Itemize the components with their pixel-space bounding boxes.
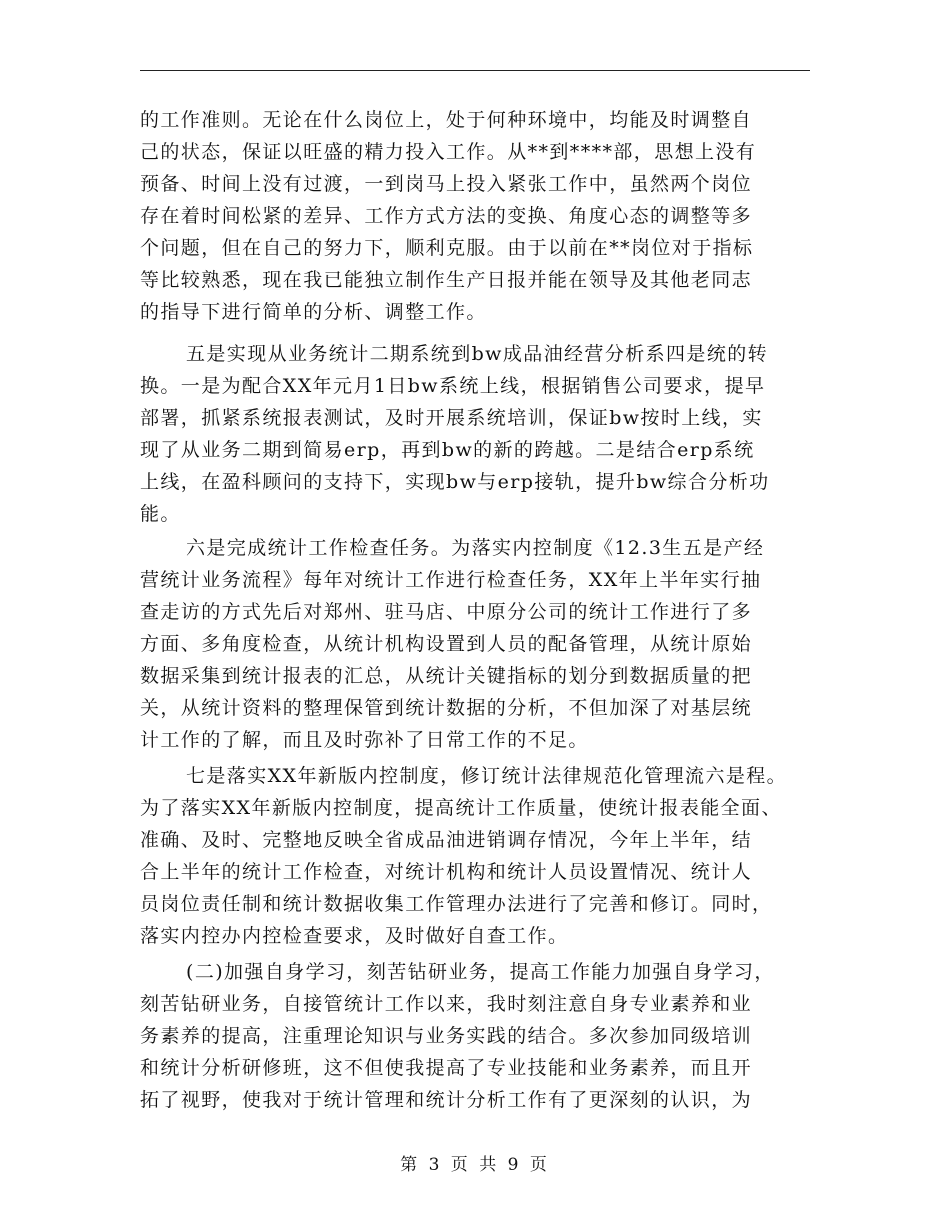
text-line: 数据采集到统计报表的汇总，从统计关键指标的划分到数据质量的把	[140, 665, 753, 687]
text-line: 计工作的了解，而且及时弥补了日常工作的不足。	[140, 729, 589, 751]
page-number-footer: 第 3 页 共 9 页	[400, 1155, 550, 1175]
text-line: 的工作准则。无论在什么岗位上，处于何种环境中，均能及时调整自	[140, 109, 753, 131]
text-line: 的指导下进行简单的分析、调整工作。	[140, 301, 487, 323]
text-line: 存在着时间松紧的差异、工作方式方法的变换、角度心态的调整等多	[140, 205, 753, 227]
text-line: 能。	[140, 503, 181, 525]
paragraph-start-line: 七是落实XX年新版内控制度，修订统计法律规范化管理流六是程。	[186, 765, 788, 787]
paragraph-start-line: 六是完成统计工作检查任务。为落实内控制度《12.3生五是产经	[186, 537, 765, 559]
text-line: 拓了视野，使我对于统计管理和统计分析工作有了更深刻的认识，为	[140, 1089, 753, 1111]
text-line: 查走访的方式先后对郑州、驻马店、中原分公司的统计工作进行了多	[140, 601, 753, 623]
text-line: 营统计业务流程》每年对统计工作进行检查任务，XX年上半年实行抽	[140, 569, 762, 591]
text-line: 预备、时间上没有过渡，一到岗马上投入紧张工作中，虽然两个岗位	[140, 173, 753, 195]
text-line: 刻苦钻研业务，自接管统计工作以来，我时刻注意自身专业素养和业	[140, 993, 753, 1015]
text-line: 员岗位责任制和统计数据收集工作管理办法进行了完善和修订。同时，	[140, 893, 773, 915]
text-line: 准确、及时、完整地反映全省成品油进销调存情况，今年上半年，结	[140, 829, 753, 851]
text-line: 己的状态，保证以旺盛的精力投入工作。从**到****部，思想上没有	[140, 141, 757, 163]
text-line: 合上半年的统计工作检查，对统计机构和统计人员设置情况、统计人	[140, 861, 753, 883]
text-line: 为了落实XX年新版内控制度，提高统计工作质量，使统计报表能全面、	[140, 797, 782, 819]
text-line: 方面、多角度检查，从统计机构设置到人员的配备管理，从统计原始	[140, 633, 753, 655]
text-line: 务素养的提高，注重理论知识与业务实践的结合。多次参加同级培训	[140, 1025, 753, 1047]
text-line: 等比较熟悉，现在我已能独立制作生产日报并能在领导及其他老同志	[140, 269, 753, 291]
text-line: 个问题，但在自己的努力下，顺利克服。由于以前在**岗位对于指标	[140, 237, 754, 259]
text-line: 落实内控办内控检查要求，及时做好自查工作。	[140, 925, 569, 947]
text-line: 部署，抓紧系统报表测试，及时开展系统培训，保证bw按时上线，实	[140, 407, 763, 429]
paragraph-start-line: (二)加强自身学习，刻苦钻研业务，提高工作能力加强自身学习，	[186, 961, 775, 983]
text-line: 现了从业务二期到简易erp，再到bw的新的跨越。二是结合erp系统	[140, 439, 755, 461]
paragraph-start-line: 五是实现从业务统计二期系统到bw成品油经营分析系四是统的转	[186, 343, 769, 365]
text-line: 换。一是为配合XX年元月1日bw系统上线，根据销售公司要求，提早	[140, 375, 766, 397]
text-line: 关，从统计资料的整理保管到统计数据的分析，不但加深了对基层统	[140, 697, 753, 719]
text-line: 和统计分析研修班，这不但使我提高了专业技能和业务素养，而且开	[140, 1057, 753, 1079]
text-line: 上线，在盈科顾问的支持下，实现bw与erp接轨，提升bw综合分析功	[140, 471, 770, 493]
